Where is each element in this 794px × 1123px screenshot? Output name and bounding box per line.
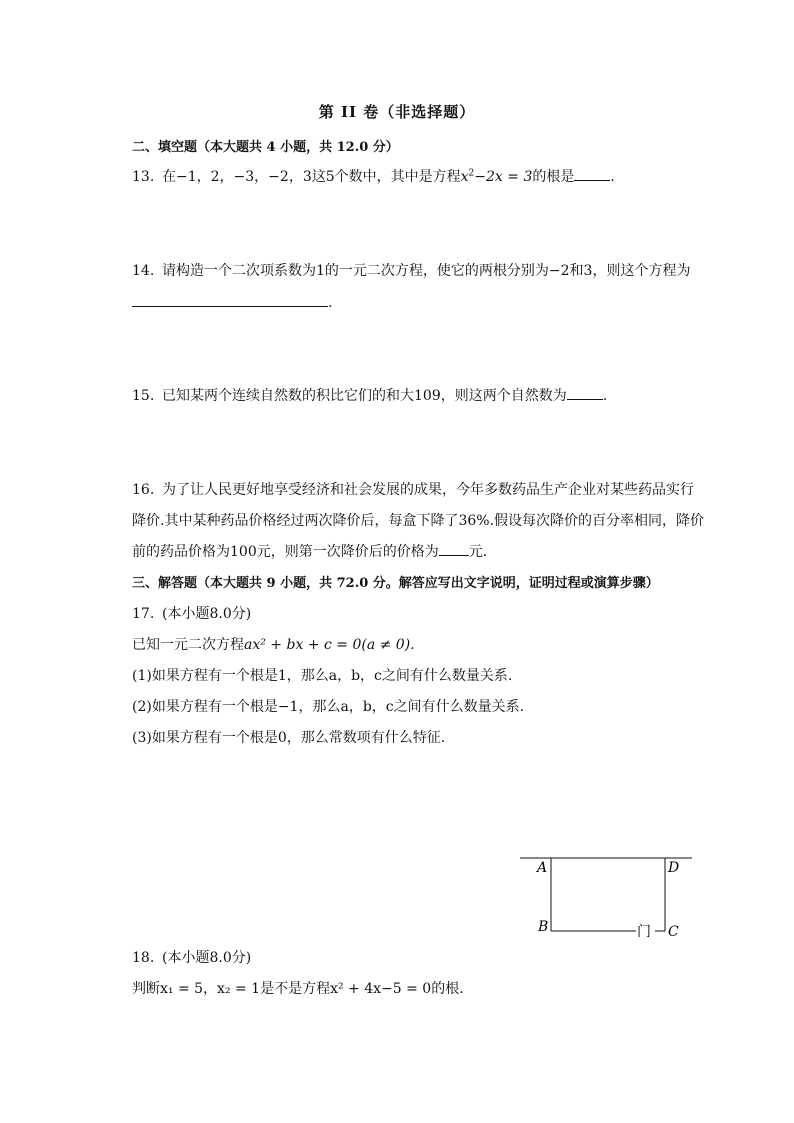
question-text-end: 的根是 [532, 169, 575, 185]
answer-blank[interactable] [567, 385, 603, 400]
period: . [410, 637, 415, 653]
vertex-b: B [538, 919, 549, 935]
period: . [602, 388, 608, 404]
question-16-line1 [132, 479, 694, 499]
score-note: (本小题8.0分) [162, 606, 252, 622]
question-text: 前的药品价格为100元，则第一次降价后的价格为 [132, 544, 439, 560]
question-15 [132, 385, 607, 405]
answer-blank[interactable] [132, 292, 328, 307]
equation-var: x [460, 169, 469, 185]
question-number: 13. [132, 169, 155, 185]
period: . [328, 295, 333, 311]
question-14-answer-line [132, 292, 332, 311]
equation-rest: −2x = 3 [474, 169, 533, 185]
question-number: 17. [132, 606, 155, 622]
equation: ax² + bx + c = 0(a ≠ 0) [244, 637, 411, 653]
part-title: 第 II 卷（非选择题） [318, 103, 476, 121]
question-number: 18. [132, 950, 155, 966]
vertex-d: D [668, 860, 680, 876]
score-note: (本小题8.0分) [162, 950, 252, 966]
section-solve-header: 三、解答题（本大题共 9 小题，共 72.0 分。解答应写出文字说明，证明过程或演算步骤） [132, 576, 659, 591]
question-text: 为了让人民更好地享受经济和社会发展的成果，今年多数药品生产企业对某些药品实行 [162, 482, 694, 498]
figure-svg [518, 852, 698, 942]
question-18-stem: 判断x₁ = 5，x₂ = 1是不是方程x² + 4x−5 = 0的根. [132, 981, 464, 997]
answer-blank[interactable] [439, 541, 469, 556]
unit-text: 元. [468, 544, 488, 560]
question-16-line3 [132, 541, 487, 561]
question-18-header [132, 947, 251, 967]
question-17-part1: (1)如果方程有一个根是1，那么a，b，c之间有什么数量关系. [132, 668, 513, 684]
door-label: 门 [637, 924, 651, 940]
equation-exponent: 2 [468, 168, 475, 179]
question-number: 15. [132, 388, 155, 404]
period: . [610, 169, 615, 185]
rectangle-figure [518, 852, 698, 942]
question-text: 在−1，2，−3，−2，3这5个数中，其中是方程 [162, 169, 461, 185]
question-17-stem [132, 634, 415, 654]
question-number: 14. [132, 263, 155, 279]
question-16-line2: 降价.其中某种药品价格经过两次降价后，每盒下降了36%.假设每次降价的百分率相同，降价 [132, 513, 705, 529]
question-13 [132, 166, 615, 186]
answer-blank[interactable] [574, 166, 610, 181]
question-text: 已知某两个连续自然数的积比它们的和大109，则这两个自然数为 [162, 388, 567, 404]
question-number: 16. [132, 482, 155, 498]
question-17-header [132, 603, 251, 623]
question-text: 请构造一个二次项系数为1的一元二次方程，使它的两根分别为−2和3，则这个方程为 [162, 263, 691, 279]
question-17-part3: (3)如果方程有一个根是0，那么常数项有什么特征. [132, 730, 446, 746]
question-17-part2: (2)如果方程有一个根是−1，那么a，b，c之间有什么数量关系. [132, 699, 525, 715]
stem-text: 已知一元二次方程 [132, 637, 244, 653]
question-14 [132, 260, 690, 280]
section-fill-in-header: 二、填空题（本大题共 4 小题，共 12.0 分） [132, 140, 399, 155]
vertex-c: C [668, 924, 679, 940]
vertex-a: A [537, 860, 548, 876]
